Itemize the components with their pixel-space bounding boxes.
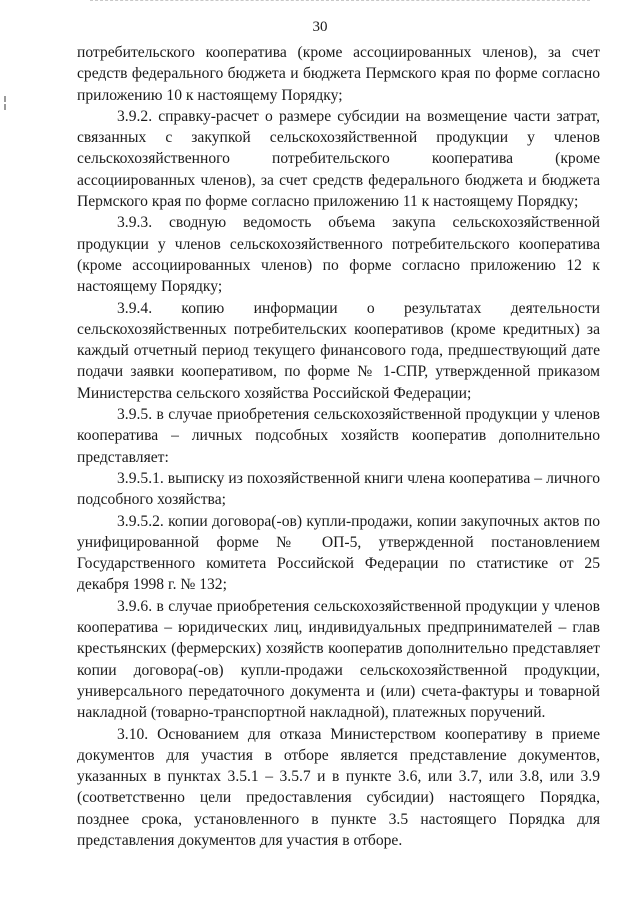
- paragraph-continuation: потребительского кооператива (кроме ассоциированных членов), за счет средств федерального бюджета и бюджета Пермского края по форме согласно приложению 10 к настоящему Порядку;: [77, 44, 600, 104]
- paragraph-3-9-5: 3.9.5. в случае приобретения сельскохозяйственной продукции у членов кооператива – личных подсобных хозяйств кооператив дополнительно представляет:: [77, 406, 600, 466]
- scan-margin-tick: [4, 104, 6, 110]
- paragraph-3-9-5-1: 3.9.5.1. выписку из похозяйственной книги члена кооператива – личного подсобного хозяйства;: [77, 469, 600, 509]
- paragraph-3-9-6: 3.9.6. в случае приобретения сельскохозяйственной продукции у членов кооператива – юридических лиц, индивидуальных предпринимателей – глав крестьянских (фермерских) хозяйств кооператив дополнительно представляет копии договора(-ов) купли-продажи сельскохозяйственной продукции, универсального передаточного документа и (или) счета-фактуры и товарной накладной (товарно-транспортной накладной), платежных поручений.: [77, 597, 600, 722]
- page-number: 30: [312, 19, 328, 35]
- paragraph-3-9-2: 3.9.2. справку-расчет о размере субсидии на возмещение части затрат, связанных с закупкой сельскохозяйственной продукции у членов сельскохозяйственного потребительского кооператива (кроме ассоциированных членов), за счет средств федерального бюджета и бюджета Пермского края по форме согласно приложению 11 к настоящему Порядку;: [77, 107, 600, 211]
- paragraph-3-9-5-2: 3.9.5.2. копии договора(-ов) купли-продажи, копии закупочных актов по унифицированной форме № ОП-5, утвержденной постановлением Государственного комитета Российской Федерации по статистике от 25 декабря 1998 г. № 132;: [77, 512, 600, 594]
- scan-edge-mark: [90, 0, 590, 4]
- paragraph-3-10: 3.10. Основанием для отказа Министерством кооперативу в приеме документов для участия в отборе является представление документов, указанных в пунктах 3.5.1 – 3.5.7 и в пункте 3.6, или 3.7, или 3.8, или 3.9 (соответственно цели предоставления субсидии) настоящего Порядка, позднее срока, установленного в пункте 3.5 настоящего Порядка для представления документов для участия в отборе.: [77, 725, 600, 849]
- document-body: [77, 42, 600, 851]
- paragraph-3-9-3: 3.9.3. сводную ведомость объема закупа сельскохозяйственной продукции у членов сельскохозяйственного потребительского кооператива (кроме ассоциированных членов) по форме согласно приложению 12 к настоящему Порядку;: [77, 214, 600, 296]
- paragraph-3-9-4: 3.9.4. копию информации о результатах деятельности сельскохозяйственных потребительских кооперативов (кроме кредитных) за каждый отчетный период текущего финансового года, предшествующий дате подачи заявки кооперативом, по форме № 1-СПР, утвержденной приказом Министерства сельского хозяйства Российской Федерации;: [77, 299, 600, 402]
- scan-margin-tick: [4, 96, 6, 102]
